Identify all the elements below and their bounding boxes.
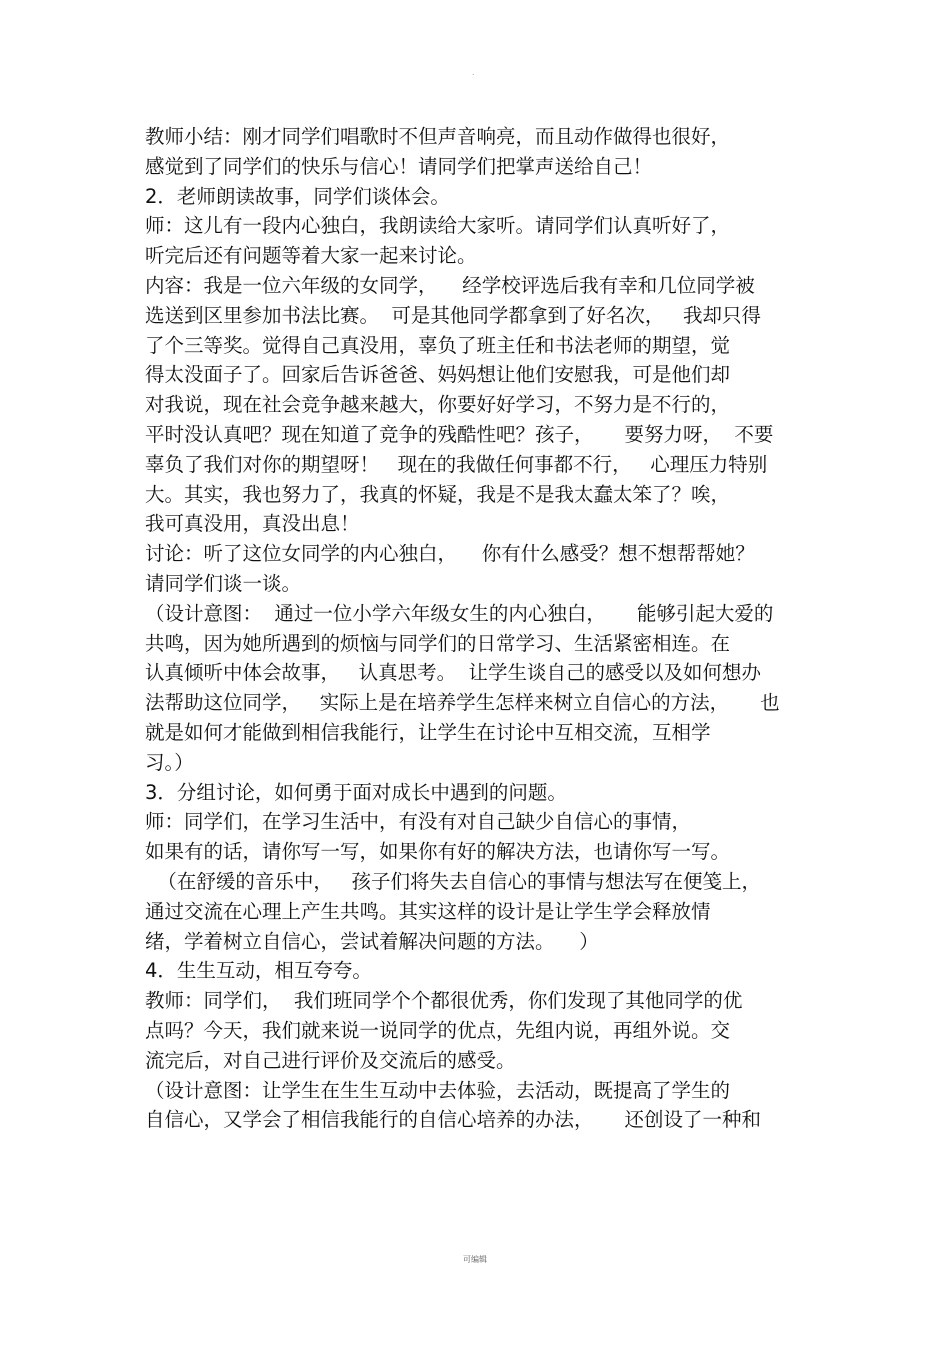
text-line: 3．分组讨论，如何勇于面对成长中遇到的问题。 <box>145 780 567 804</box>
text-line: 法帮助这位同学， 实际上是在培养学生怎样来树立自信心的方法， 也 <box>145 691 780 715</box>
text-line: （在舒缓的音乐中， 孩子们将失去自信心的事情与想法写在便笺上， <box>145 869 761 893</box>
text-line: 认真倾听中体会故事， 认真思考。 让学生谈自己的感受以及如何想办 <box>145 661 761 685</box>
text-line: 得太没面子了。回家后告诉爸爸、妈妈想让他们安慰我，可是他们却 <box>145 363 731 387</box>
text-line: 教师小结：刚才同学们唱歌时不但声音响亮，而且动作做得也很好， <box>145 125 731 148</box>
text-line: 感觉到了同学们的快乐与信心！请同学们把掌声送给自己！ <box>145 154 653 178</box>
text-line: 请同学们谈一谈。 <box>145 571 302 595</box>
document-body <box>145 122 825 1135</box>
text-line: （设计意图： 通过一位小学六年级女生的内心独白， 能够引起大爱的 <box>145 601 774 625</box>
text-line: （设计意图：让学生在生生互动中去体验，去活动，既提高了学生的 <box>145 1078 731 1102</box>
text-line: 师：这儿有一段内心独白，我朗读给大家听。请同学们认真听好了， <box>145 214 731 238</box>
text-line: 我可真没用，真没出息！ <box>145 512 360 536</box>
text-line: 大。其实，我也努力了，我真的怀疑，我是不是我太蠢太笨了？唉， <box>145 482 731 506</box>
top-mark: . <box>472 68 475 77</box>
text-line: 绪，学着树立自信心，尝试着解决问题的方法。 ） <box>145 929 599 953</box>
text-line: 了个三等奖。觉得自己真没用，辜负了班主任和书法老师的期望，觉 <box>145 333 731 357</box>
text-line: 如果有的话，请你写一写，如果你有好的解决方法，也请你写一写。 <box>145 840 731 864</box>
text-line: 教师：同学们， 我们班同学个个都很优秀，你们发现了其他同学的优 <box>145 989 743 1013</box>
text-line: 讨论：听了这位女同学的内心独白， 你有什么感受？想不想帮帮她？ <box>145 542 755 566</box>
text-line: 辜负了我们对你的期望呀！ 现在的我做任何事都不行， 心理压力特别 <box>145 452 768 476</box>
text-line: 流完后，对自己进行评价及交流后的感受。 <box>145 1048 516 1072</box>
text-line: 平时没认真吧？现在知道了竞争的残酷性吧？孩子， 要努力呀， 不要 <box>145 422 774 446</box>
text-line: 对我说，现在社会竞争越来越大，你要好好学习，不努力是不行的， <box>145 393 731 417</box>
page-footer: 可编辑 <box>463 1255 487 1264</box>
text-line: 内容：我是一位六年级的女同学， 经学校评选后我有幸和几位同学被 <box>145 273 755 297</box>
text-line: 点吗？今天，我们就来说一说同学的优点，先组内说，再组外说。交 <box>145 1018 731 1042</box>
text-line: 习。） <box>145 750 194 774</box>
text-line: 2．老师朗读故事，同学们谈体会。 <box>145 184 450 208</box>
text-line: 共鸣，因为她所遇到的烦恼与同学们的日常学习、生活紧密相连。在 <box>145 631 731 655</box>
text-line: 师：同学们，在学习生活中，有没有对自己缺少自信心的事情， <box>145 810 692 834</box>
text-line: 4．生生互动，相互夸夸。 <box>145 959 372 983</box>
text-line: 通过交流在心理上产生共鸣。其实这样的设计是让学生学会释放情 <box>145 899 711 923</box>
text-line: 就是如何才能做到相信我能行，让学生在讨论中互相交流，互相学 <box>145 720 711 744</box>
text-line: 自信心，又学会了相信我能行的自信心培养的办法， 还创设了一种和 <box>145 1108 761 1132</box>
text-line: 听完后还有问题等着大家一起来讨论。 <box>145 244 477 268</box>
text-line: 选送到区里参加书法比赛。 可是其他同学都拿到了好名次， 我却只得 <box>145 303 761 327</box>
